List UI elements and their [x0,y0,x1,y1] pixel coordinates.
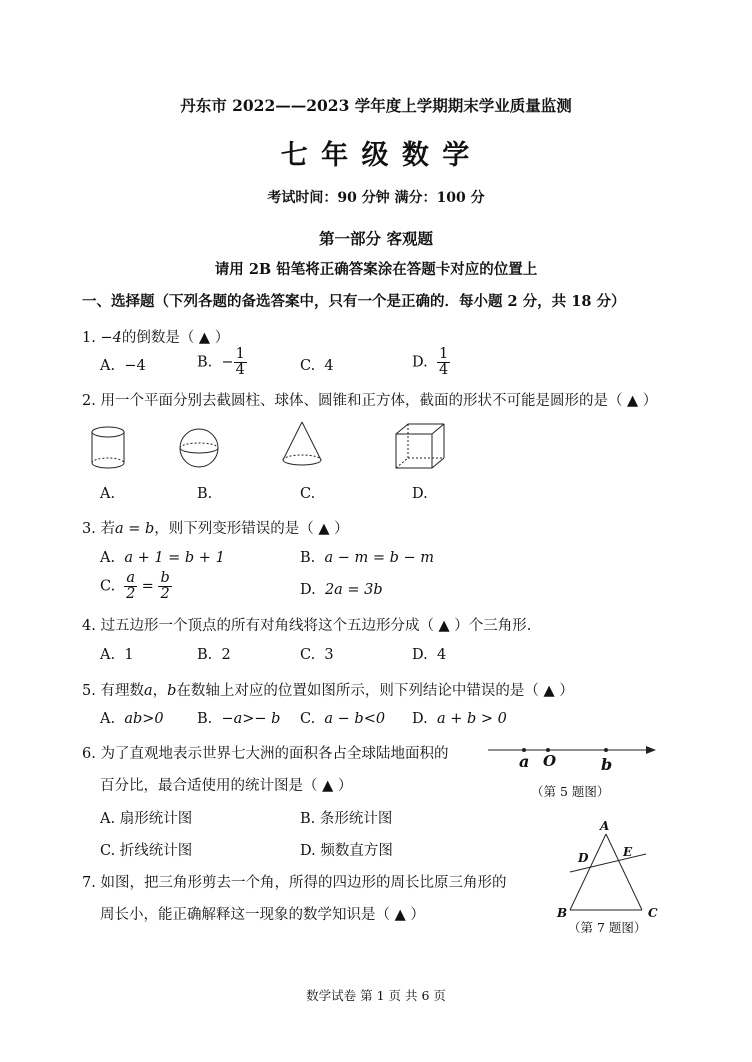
q3-math: a = b [114,521,155,537]
option-letter: D. [300,582,316,598]
q1-option-c [300,358,334,374]
question-7-stem-line2: 周长小，能正确解释这一现象的数学知识是（ ▲ ） [100,907,425,923]
q3-option-d [300,582,383,598]
q5-var-a: a [143,683,153,699]
section-title: 一、选择题（下列各题的备选答案中，只有一个是正确的．每小题 2 分，共 18 分） [82,293,626,310]
question-2-stem: 2. 用一个平面分别去截圆柱、球体、圆锥和正方体，截面的形状不可能是圆形的是（ ▲ ） [82,393,658,409]
option-value: 4 [436,647,447,663]
q5-option-b [197,711,280,727]
equals-sign: = [141,578,154,595]
option-value: −4 [124,358,146,374]
q1-option-a [100,358,146,374]
q1-text: 的倒数是（ ▲ ） [121,330,230,346]
option-letter: D. [412,711,428,727]
option-value: −a>− b [221,711,281,727]
number-line-figure [486,744,658,758]
option-letter: A. [100,647,116,663]
q3-option-b [300,550,434,566]
sphere-figure [178,428,224,474]
number-line-label-o: O [543,752,557,770]
cone-figure [280,420,328,472]
q4-option-a [100,647,134,663]
option-value: 4 [324,358,334,374]
fraction-denominator: 2 [126,586,136,603]
q4-option-b [197,647,231,663]
option-letter: C. [300,711,316,727]
option-value: 2 [221,647,231,663]
figure-5-caption: （第 5 题图） [531,784,610,799]
fraction-numerator: 1 [235,346,245,362]
number-line-label-b: b [601,755,613,774]
q2-option-d: D. [412,486,428,502]
q3-text-post: ，则下列变形错误的是（ ▲ ） [154,521,349,537]
q2-option-a: A. [100,486,116,502]
option-letter: B. [197,711,213,727]
q6-option-c: C. 折线统计图 [100,843,193,859]
q3-option-a [100,550,225,566]
option-value: a + 1 = b + 1 [124,550,225,566]
question-5-stem [82,679,574,700]
q5-option-d [412,711,507,727]
exam-title: 丹东市 2022——2023 学年度上学期期末学业质量监测 [180,96,572,115]
q1-option-b [197,347,247,378]
question-6-stem-line1: 6. 为了直观地表示世界七大洲的面积各占全球陆地面积的 [82,746,449,762]
option-letter: C. [300,647,316,663]
q5-text-post: 在数轴上对应的位置如图所示，则下列结论中错误的是（ ▲ ） [176,683,574,699]
q5-var-b: b [167,683,177,699]
fraction-numerator: 1 [438,346,449,362]
option-value: 3 [324,647,334,663]
fraction-denominator: 2 [158,586,171,602]
triangle-label-c: C [648,906,658,920]
page-footer: 数学试卷 第 1 页 共 6 页 [306,988,446,1003]
fraction-denominator: 4 [438,362,449,379]
question-4-stem: 4. 过五边形一个顶点的所有对角线将这个五边形分成（ ▲ ）个三角形. [82,618,532,634]
fraction-denominator: 4 [235,362,245,379]
q4-option-d [412,647,446,663]
q1-number: 1. [82,330,96,346]
option-value: 1 [124,647,134,663]
figure-7-caption: （第 7 题图） [568,920,647,935]
q1-option-d [412,347,450,378]
q6-option-d: D. 频数直方图 [300,843,393,859]
q1-math: −4 [100,330,122,346]
option-letter: B. [197,647,213,663]
q5-option-a [100,711,164,727]
exam-info: 考试时间：90 分钟 满分：100 分 [267,190,485,206]
option-letter: A. [100,358,116,374]
cylinder-figure [90,425,130,471]
option-letter: A. [100,550,116,566]
option-value: a − b<0 [324,711,386,727]
q5-option-c [300,711,385,727]
option-value: a − m = b − m [324,550,435,566]
question-3-stem [82,517,349,538]
triangle-label-a: A [600,819,610,833]
q3-text-pre: 3. 若 [82,521,115,537]
option-letter: C. [300,358,316,374]
option-value: ab>0 [124,711,164,727]
fraction-numerator: a [126,570,136,586]
part-title: 第一部分 客观题 [319,229,433,248]
q2-option-b: B. [197,486,213,502]
cube-figure [394,422,446,472]
q6-option-a: A. 扇形统计图 [100,811,193,827]
q5-comma: ， [152,683,168,699]
question-7-stem-line1: 7. 如图，把三角形剪去一个角，所得的四边形的周长比原三角形的 [82,875,507,891]
option-value: a + b > 0 [436,711,507,727]
option-letter: B. [300,550,316,566]
question-6-stem-line2: 百分比，最合适使用的统计图是（ ▲ ） [100,778,353,794]
triangle-figure [566,832,656,914]
triangle-label-d: D [578,851,589,865]
fraction-numerator: b [160,570,170,586]
option-letter: C. [100,578,116,595]
number-line-label-a: a [519,752,530,771]
q6-option-b: B. 条形统计图 [300,811,393,827]
question-1-stem [82,326,229,347]
option-sign: − [221,354,234,371]
option-letter: D. [412,354,428,371]
subject-title: 七 年 级 数 学 [280,140,472,171]
q2-option-c: C. [300,486,316,502]
q4-option-c [300,647,334,663]
option-letter: D. [412,647,428,663]
option-value: 2a = 3b [324,582,383,598]
part-instruction: 请用 2B 铅笔将正确答案涂在答题卡对应的位置上 [214,261,538,278]
triangle-label-b: B [557,906,568,920]
option-letter: B. [197,354,213,371]
option-letter: A. [100,711,116,727]
triangle-label-e: E [623,845,633,859]
q3-option-c [100,571,172,602]
q5-text-pre: 5. 有理数 [82,683,144,699]
